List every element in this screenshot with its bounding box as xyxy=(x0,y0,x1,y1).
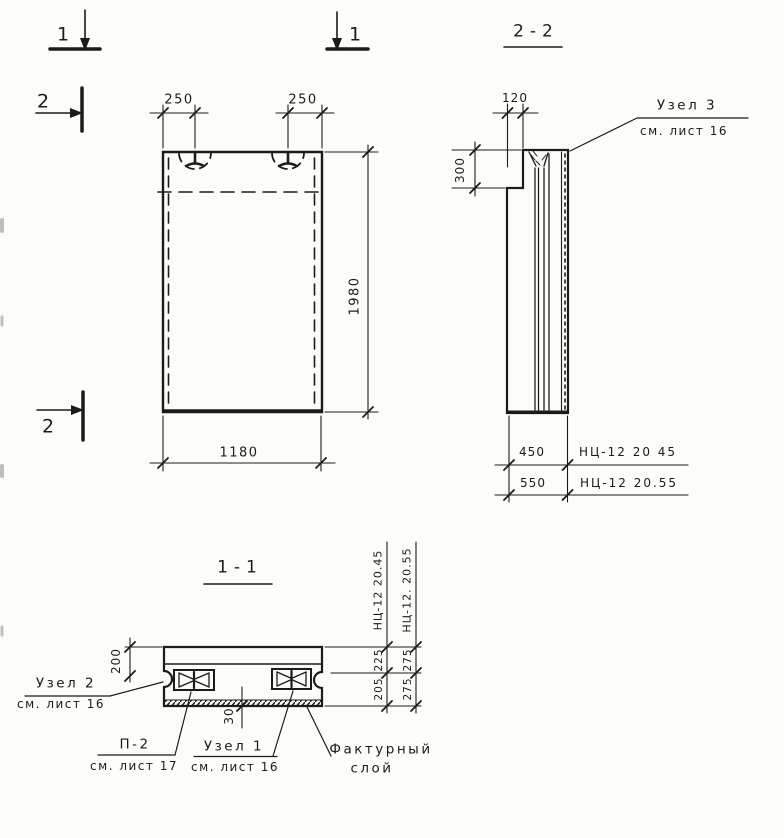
type-nc12-2055: НЦ-12 20.55 xyxy=(579,476,679,490)
type-nc12-2045: НЦ-12 20 45 xyxy=(578,445,678,459)
callout-node3-title: Узел 3 xyxy=(656,97,718,114)
callout-texture-line1: Фактурный xyxy=(329,741,433,758)
col-outer-lower: 275 xyxy=(401,677,414,701)
callout-node3-ref: см. лист 16 xyxy=(640,124,728,138)
dim-550: 550 xyxy=(520,476,546,490)
front-view xyxy=(150,105,378,471)
section-view-title: 1-1 xyxy=(217,557,263,578)
callout-p2-title: П-2 xyxy=(119,736,151,753)
callout-leaders xyxy=(25,682,331,757)
callout-node2-title: Узел 2 xyxy=(35,675,97,692)
dim-30: 30 xyxy=(222,707,236,725)
side-view xyxy=(452,47,748,502)
dim-1180: 1180 xyxy=(219,445,259,461)
col-outer-type: НЦ-12. 20.55 xyxy=(400,547,414,633)
callout-node1-title: Узел 1 xyxy=(203,738,265,755)
callout-texture-line2: слой xyxy=(350,760,394,777)
callout-node2-ref: см. лист 16 xyxy=(17,697,105,711)
col-inner-lower: 205 xyxy=(372,677,385,701)
section2-marker-label-bottom: 2 xyxy=(41,415,55,438)
section1-marker-label-left: 1 xyxy=(56,23,70,46)
side-view-title: 2-2 xyxy=(513,21,559,42)
dim-250-right: 250 xyxy=(288,92,318,108)
col-inner-type: НЦ-12 20.45 xyxy=(371,549,385,631)
dim-200: 200 xyxy=(109,648,123,674)
dim-450: 450 xyxy=(519,445,545,459)
dim-300: 300 xyxy=(453,157,467,183)
col-inner-upper: 225 xyxy=(372,648,385,672)
dim-120: 120 xyxy=(502,91,528,105)
section1-marker-label-right: 1 xyxy=(348,23,362,46)
callout-node1-ref: см. лист 16 xyxy=(191,760,279,774)
col-outer-upper: 275 xyxy=(401,648,414,672)
section2-marker-label-top: 2 xyxy=(36,90,50,113)
dim-250-left: 250 xyxy=(164,92,194,108)
callout-p2-ref: см. лист 17 xyxy=(90,759,178,773)
section-markers xyxy=(36,10,368,440)
dim-1980: 1980 xyxy=(347,276,363,316)
